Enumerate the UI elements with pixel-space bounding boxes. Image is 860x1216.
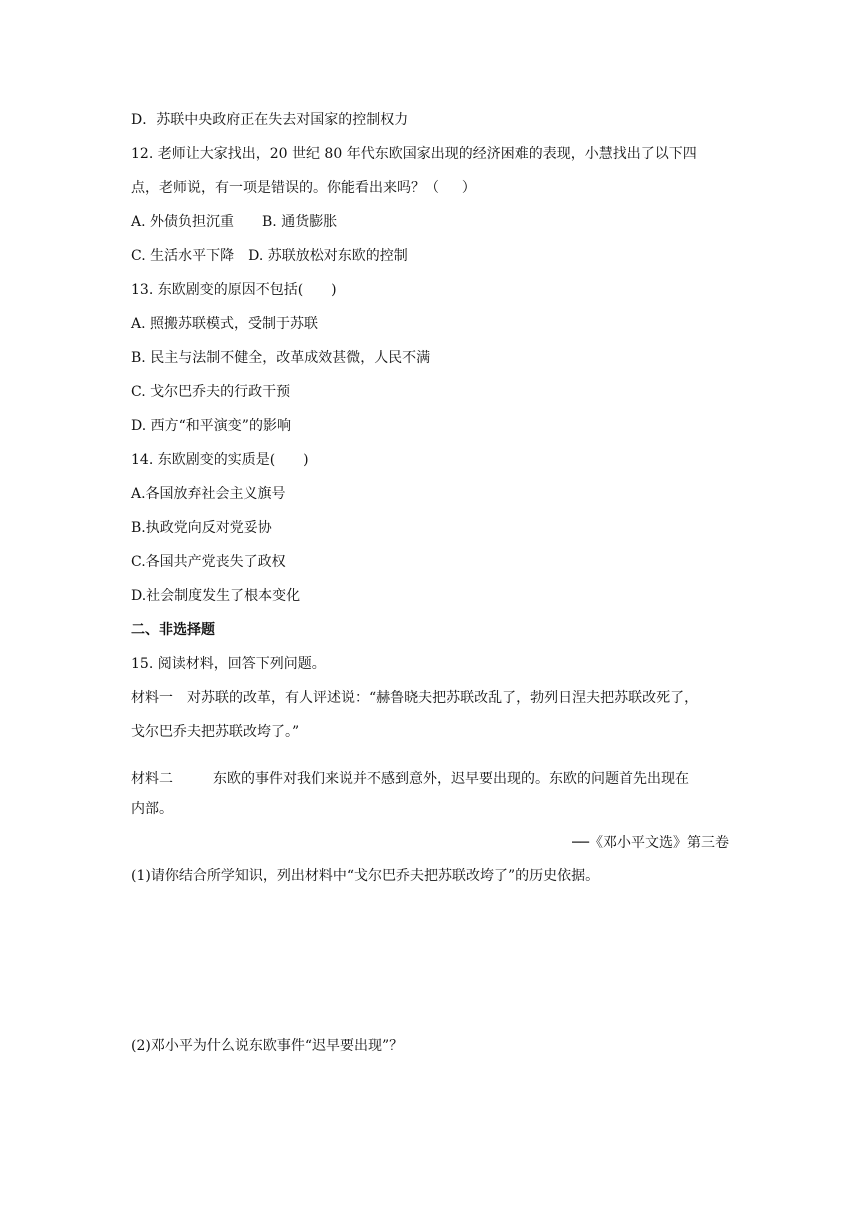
q14-option-b: B.执政党向反对党妥协 xyxy=(131,520,272,536)
q13-option-b: B. 民主与法制不健全，改革成效甚微，人民不满 xyxy=(131,350,431,366)
material1-line2: 戈尔巴乔夫把苏联改垮了。” xyxy=(131,724,300,740)
q12-options-cd: C. 生活水平下降 D. 苏联放松对东欧的控制 xyxy=(131,248,408,264)
q15-stem: 15. 阅读材料，回答下列问题。 xyxy=(131,656,326,672)
q11-option-d: D．苏联中央政府正在失去对国家的控制权力 xyxy=(131,112,409,128)
q13-option-c: C. 戈尔巴乔夫的行政干预 xyxy=(131,384,291,400)
q13-option-d: D. 西方“和平演变”的影响 xyxy=(131,418,291,434)
q13-option-a: A. 照搬苏联模式，受制于苏联 xyxy=(131,316,319,332)
q15-sub2: (2)邓小平为什么说东欧事件“迟早要出现”？ xyxy=(131,1038,404,1054)
section-heading: 二、非选择题 xyxy=(131,622,215,638)
q14-option-a: A.各国放弃社会主义旗号 xyxy=(131,486,286,502)
material2-line2: 内部。 xyxy=(131,801,173,817)
q15-sub1: (1)请你结合所学知识，列出材料中“戈尔巴乔夫把苏联改垮了”的历史依据。 xyxy=(131,868,600,884)
material2-line1 xyxy=(131,769,689,789)
material2-text: 东欧的事件对我们来说并不感到意外，迟早要出现的。东欧的问题首先出现在 xyxy=(213,771,689,787)
q13-stem: 13. 东欧剧变的原因不包括( ) xyxy=(131,282,337,298)
q12-options-ab: A. 外债负担沉重 B. 通货膨胀 xyxy=(131,214,338,230)
material2-source: ──《邓小平文选》第三卷 xyxy=(572,835,729,851)
q14-stem: 14. 东欧剧变的实质是( ) xyxy=(131,452,309,468)
q12-stem-line1: 12. 老师让大家找出，20 世纪 80 年代东欧国家出现的经济困难的表现，小慧找出了以下四 xyxy=(131,146,697,162)
material1-line1: 材料一 对苏联的改革，有人评述说：“赫鲁晓夫把苏联改乱了，勃列日涅夫把苏联改死了， xyxy=(131,690,699,706)
material2-label: 材料二 xyxy=(131,771,173,787)
q14-option-c: C.各国共产党丧失了政权 xyxy=(131,554,286,570)
q14-option-d: D.社会制度发生了根本变化 xyxy=(131,588,301,604)
q12-stem-line2: 点，老师说，有一项是错误的。你能看出来吗？（ ） xyxy=(131,180,476,196)
